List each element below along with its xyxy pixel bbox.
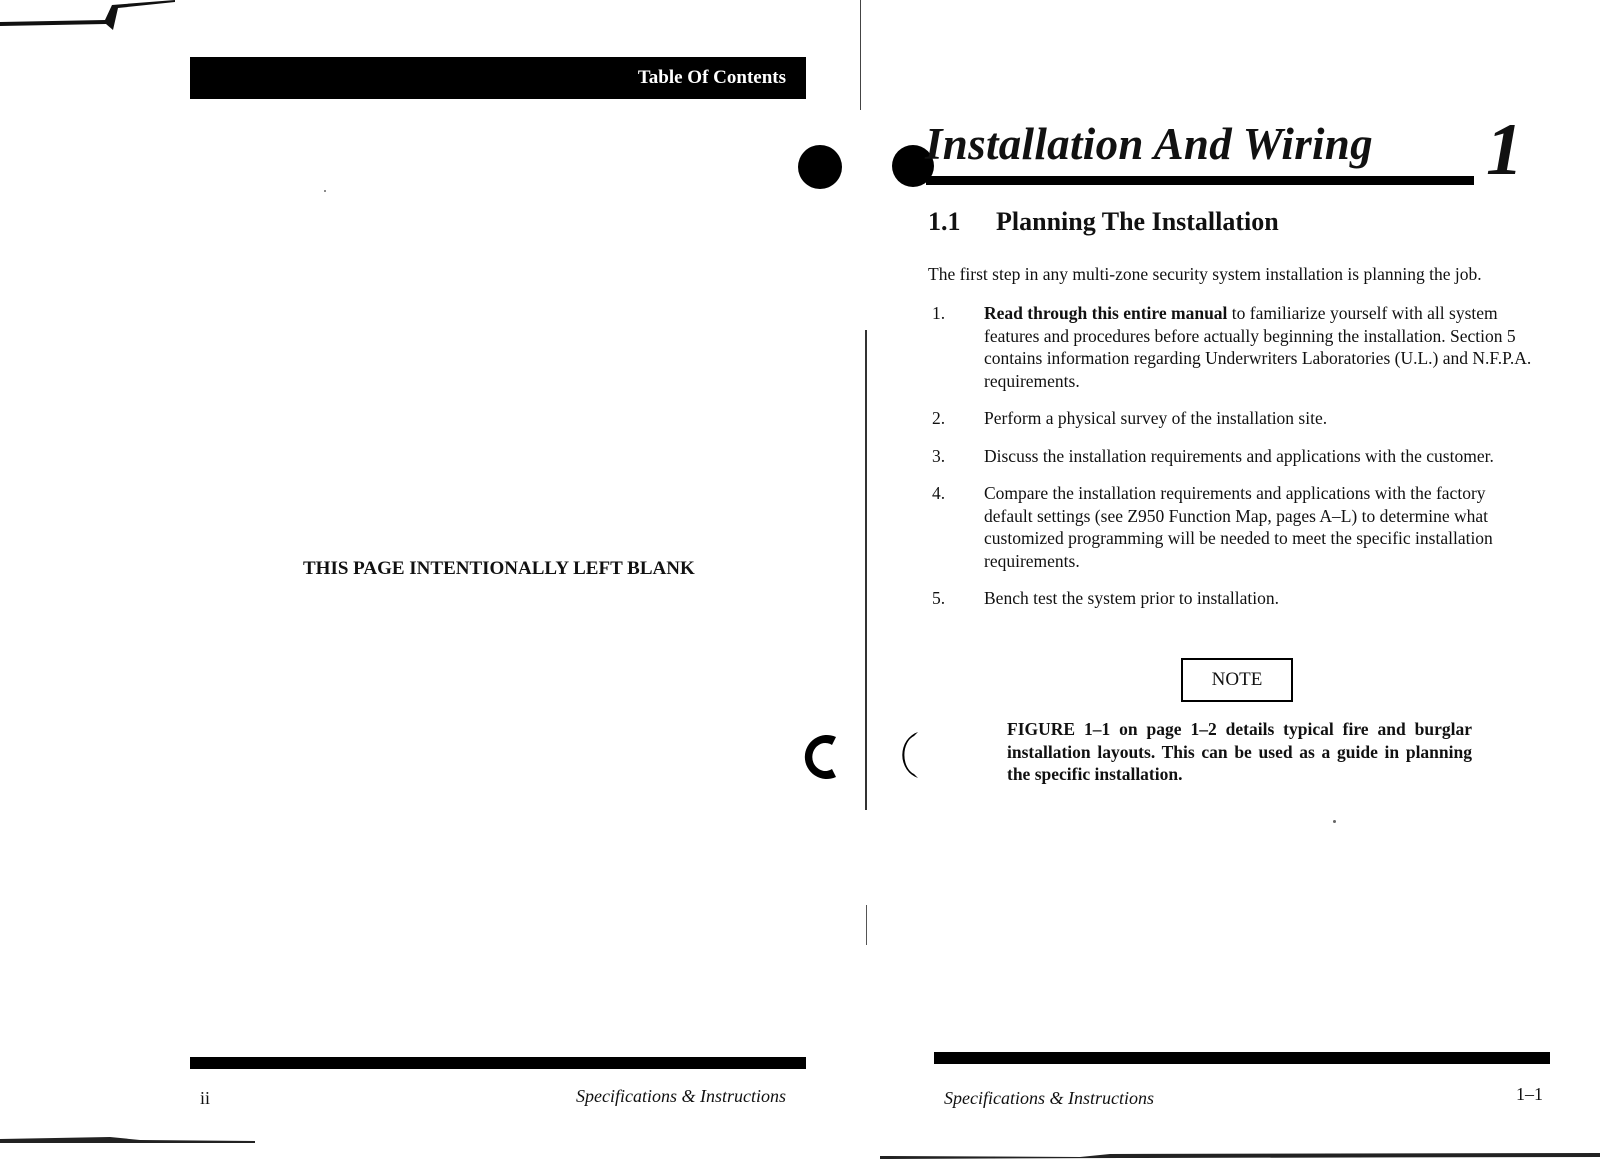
list-item (932, 587, 1532, 610)
page-number: 1–1 (1516, 1084, 1543, 1104)
step-body: to familiarize yourself with all system features and procedures before actually beginning the installation. Section 5 contains information regarding Underwriters Laboratories (U.L.) and N.F.P.A. requirements. (984, 303, 1532, 391)
list-item (932, 445, 1532, 468)
steps-list (932, 302, 1532, 625)
header-bar-title: Table Of Contents (637, 67, 786, 88)
step-text: Discuss the installation requirements and applications with the customer. (984, 445, 1494, 466)
intro-paragraph: The first step in any multi-zone security system installation is planning the job. (928, 264, 1482, 284)
step-number: 5. (932, 588, 946, 608)
step-number: 3. (932, 445, 946, 466)
footer-title: Specifications & Instructions (576, 1086, 786, 1106)
note-label-box (1181, 658, 1293, 702)
list-item (932, 302, 1532, 392)
binder-hole (892, 730, 924, 780)
chapter-number: 1 (1486, 109, 1523, 191)
step-number: 4. (932, 483, 946, 503)
step-number: 1. (932, 303, 946, 323)
scan-edge-artifact (0, 0, 175, 30)
list-item (932, 407, 1532, 430)
binder-hole (798, 145, 842, 189)
chapter-rule (926, 176, 1474, 185)
step-number: 2. (932, 408, 946, 428)
chapter-title: Installation And Wiring (925, 119, 1373, 169)
page-gutter-line (860, 0, 861, 110)
blank-page-notice: THIS PAGE INTENTIONALLY LEFT BLANK (303, 558, 695, 579)
section-heading (928, 207, 1279, 237)
step-text: Bench test the system prior to installation. (984, 588, 1280, 608)
footer-title: Specifications & Instructions (944, 1088, 1154, 1108)
page-gutter-line (866, 905, 867, 945)
step-text: Perform a physical survey of the installation site. (984, 408, 1328, 428)
note-label: NOTE (1211, 669, 1263, 690)
header-bar (190, 57, 806, 99)
step-emphasis: Read through this entire manual (984, 303, 1228, 323)
step-text: Compare the installation requirements and applications with the factory default settings (see Z950 Function Map, pages A–L) to determine what customized programming will be needed to meet the specific installation requirements. (984, 483, 1493, 571)
scan-speck (324, 190, 326, 192)
scan-edge-artifact (0, 1135, 255, 1143)
footer-rule (190, 1057, 806, 1069)
scan-speck (1333, 820, 1336, 823)
section-title: Planning The Installation (996, 207, 1279, 236)
page-number: ii (200, 1088, 211, 1108)
step-text (984, 302, 1532, 392)
section-number: 1.1 (928, 207, 961, 236)
note-text: FIGURE 1–1 on page 1–2 details typical fire and burglar installation layouts. This can be used as a guide in planning the specific installation. (1007, 719, 1472, 784)
binder-hole (796, 733, 842, 781)
page-gutter-line (865, 330, 867, 810)
list-item (932, 482, 1532, 572)
scan-edge-artifact (880, 1148, 1600, 1160)
footer-rule (934, 1052, 1550, 1064)
